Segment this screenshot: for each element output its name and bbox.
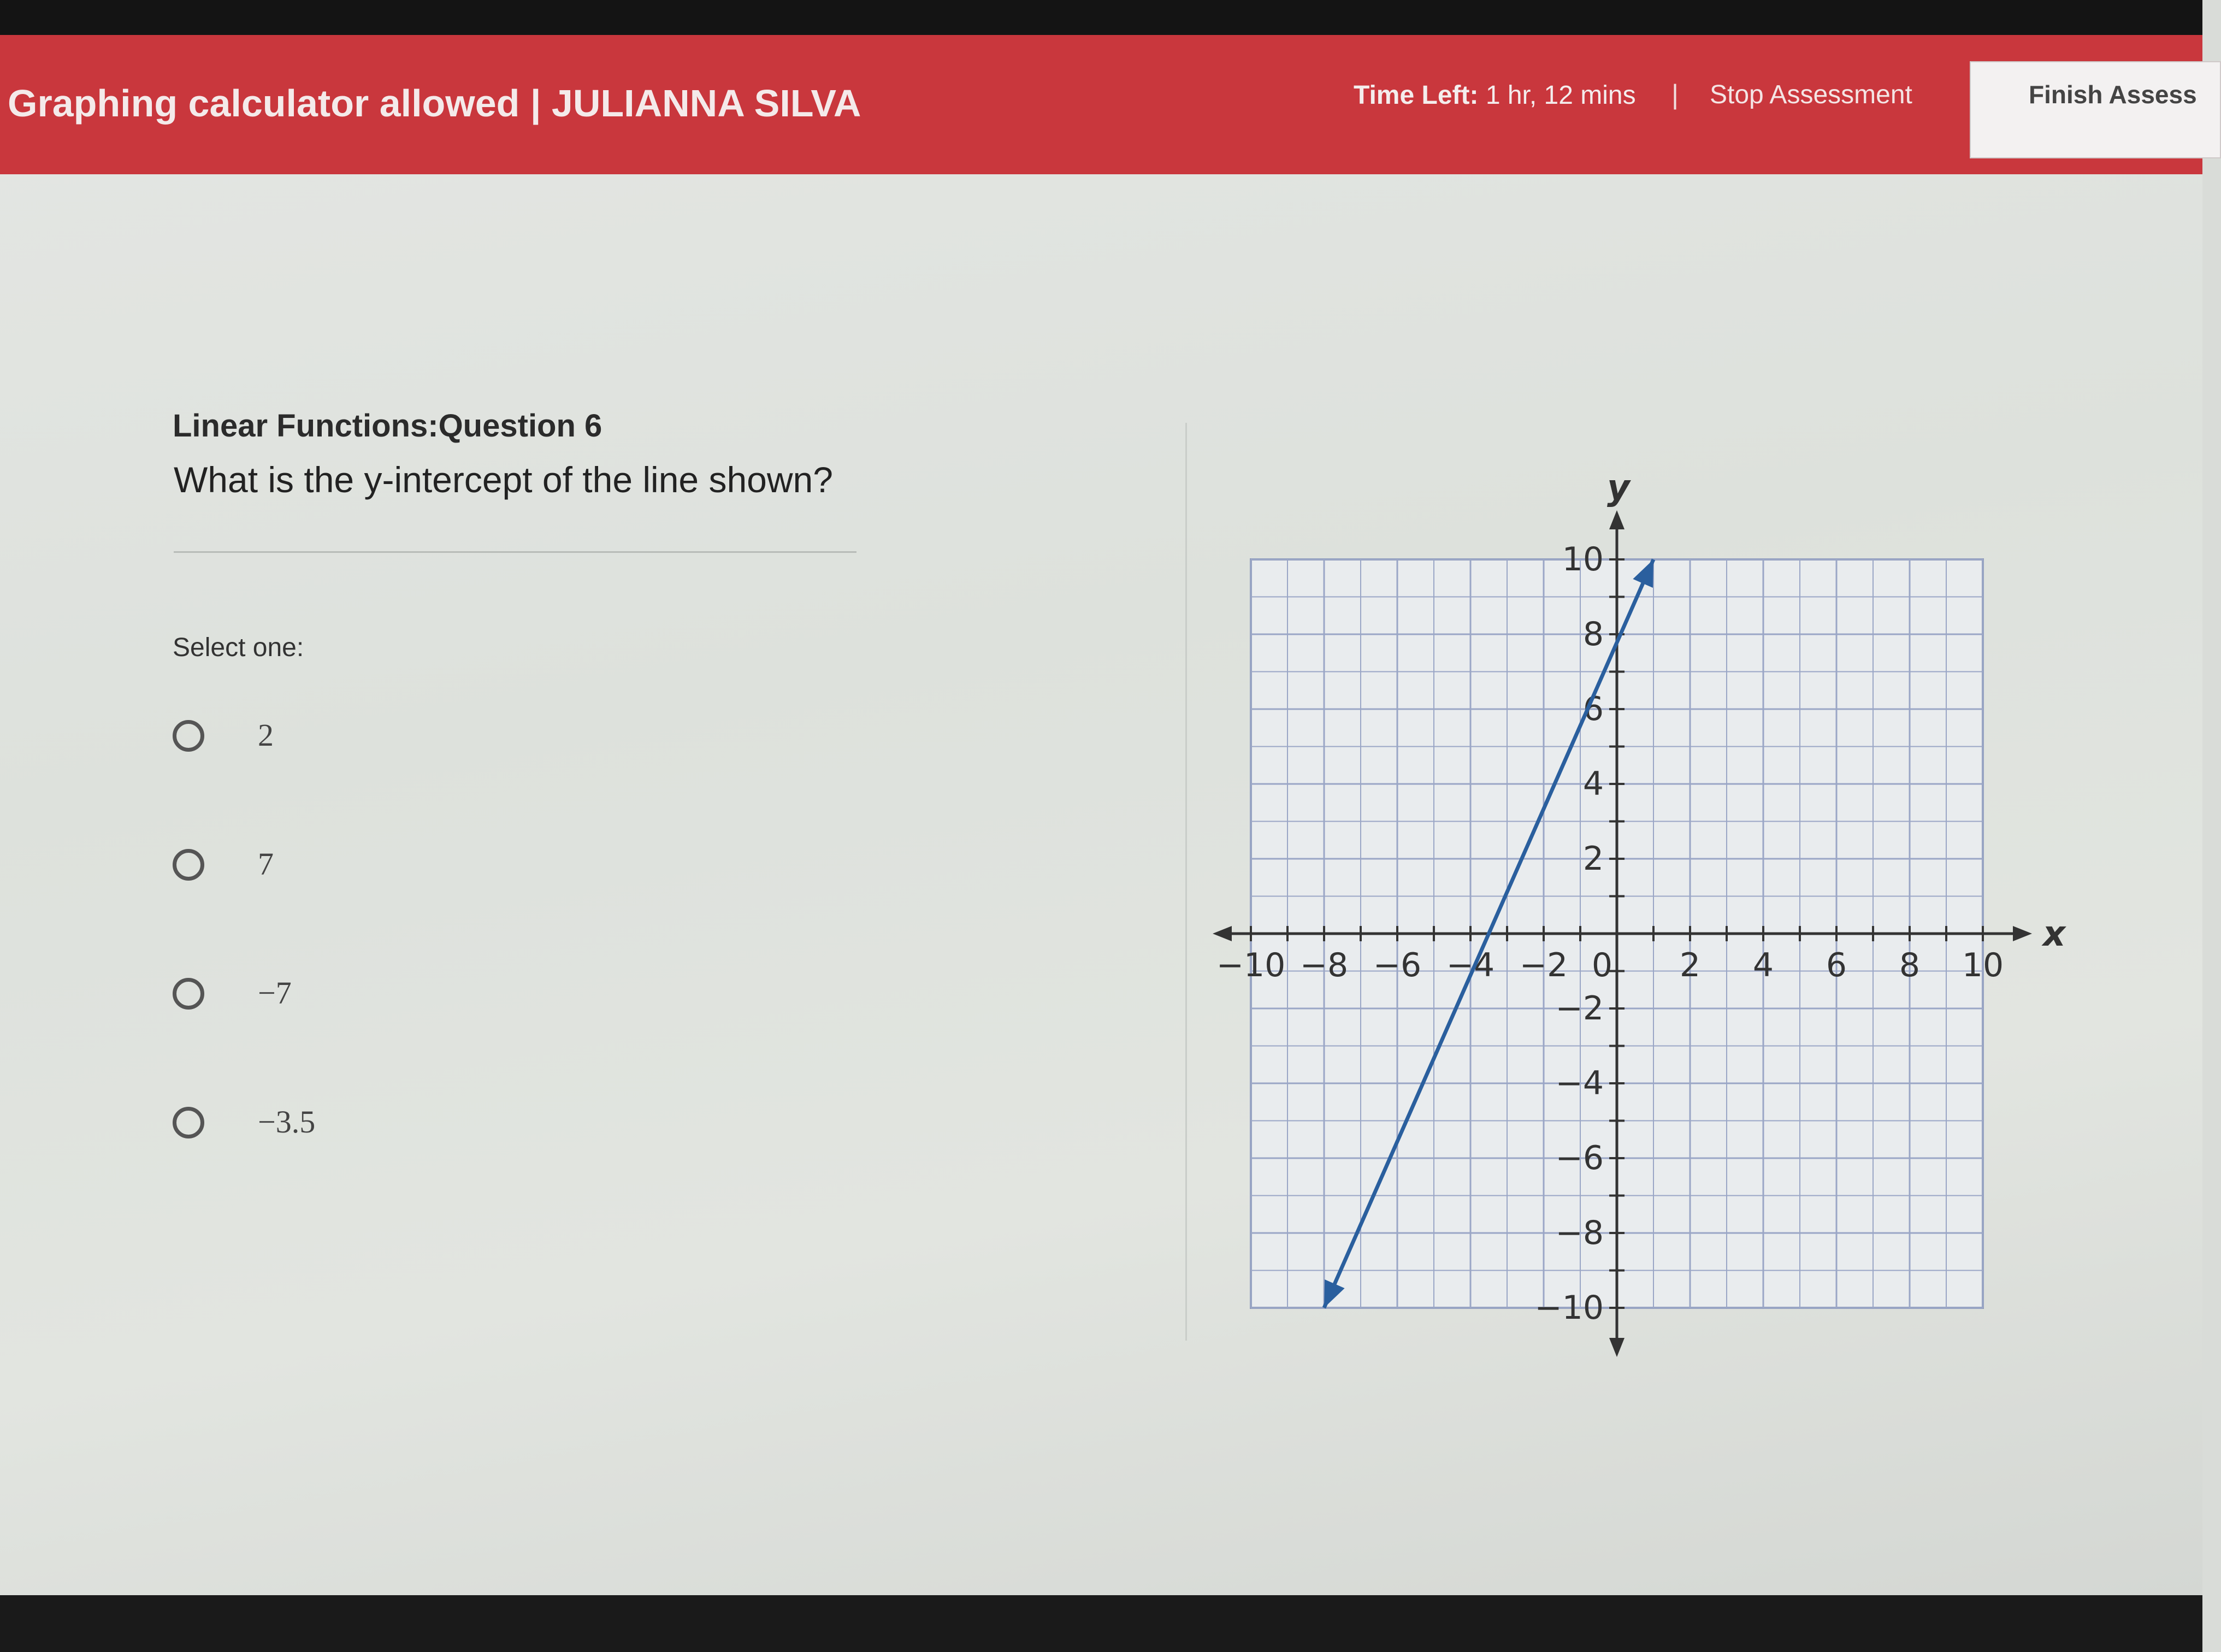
question-heading: Linear Functions:Question 6 xyxy=(173,408,602,444)
y-tick-label: 2 xyxy=(1582,840,1604,878)
finish-assessment-button[interactable]: Finish Assess xyxy=(1970,61,2221,158)
y-tick-label: −10 xyxy=(1534,1289,1604,1327)
y-tick-label: 6 xyxy=(1582,690,1604,728)
answer-option-label: −7 xyxy=(258,975,292,1011)
y-tick-label: −4 xyxy=(1555,1064,1604,1102)
y-tick-label: −6 xyxy=(1555,1139,1604,1177)
radio-button[interactable] xyxy=(173,849,204,881)
time-left xyxy=(1354,80,1636,110)
radio-button[interactable] xyxy=(173,1107,204,1138)
stop-assessment-link[interactable]: Stop Assessment xyxy=(1710,80,1912,109)
time-left-label: Time Left: xyxy=(1354,81,1479,110)
radio-button[interactable] xyxy=(173,978,204,1010)
y-tick-label: −2 xyxy=(1555,989,1604,1028)
answer-option-label: 7 xyxy=(258,846,274,882)
y-axis-arrow-down xyxy=(1609,1338,1625,1357)
y-axis-label: y xyxy=(1607,468,1630,508)
y-tick-label: 4 xyxy=(1582,765,1604,803)
radio-button[interactable] xyxy=(173,720,204,752)
question-text: What is the y-intercept of the line shown? xyxy=(174,459,833,500)
answer-option[interactable] xyxy=(173,717,555,764)
monitor-bezel-top xyxy=(0,0,2202,35)
x-tick-label: −2 xyxy=(1519,946,1568,984)
x-tick-label: 8 xyxy=(1899,946,1921,984)
x-tick-label: −8 xyxy=(1299,946,1349,984)
y-tick-label: −8 xyxy=(1555,1214,1604,1252)
header-separator: | xyxy=(1671,79,1679,110)
y-tick-label: 8 xyxy=(1582,615,1604,653)
x-tick-label: 2 xyxy=(1679,946,1701,984)
graph-svg xyxy=(1216,450,2152,1390)
monitor-bezel-bottom xyxy=(0,1595,2202,1652)
answer-option[interactable] xyxy=(173,846,555,893)
assessment-screen xyxy=(0,35,2202,1595)
x-tick-label: −4 xyxy=(1446,946,1495,984)
answer-option[interactable] xyxy=(173,1104,555,1150)
time-left-value: 1 hr, 12 mins xyxy=(1485,81,1636,110)
select-prompt: Select one: xyxy=(173,633,304,662)
x-tick-label: 6 xyxy=(1826,946,1847,984)
x-tick-label: 4 xyxy=(1752,946,1774,984)
header-title: Graphing calculator allowed | JULIANNA SILVA xyxy=(8,82,861,125)
coordinate-graph xyxy=(1216,450,2152,1393)
answer-option-label: −3.5 xyxy=(258,1104,316,1140)
answer-option[interactable] xyxy=(173,975,555,1022)
x-axis-label: x xyxy=(2043,914,2066,954)
x-tick-label: 0 xyxy=(1591,946,1612,984)
question-divider xyxy=(174,551,856,553)
x-axis-arrow-right xyxy=(2013,926,2032,941)
x-axis-arrow-left xyxy=(1213,926,1232,941)
answer-option-label: 2 xyxy=(258,717,274,753)
x-tick-label: −10 xyxy=(1216,946,1286,984)
panel-divider xyxy=(1185,423,1187,1341)
assessment-header xyxy=(0,35,2202,174)
y-tick-label: 10 xyxy=(1562,540,1604,579)
x-tick-label: −6 xyxy=(1373,946,1422,984)
y-axis-arrow-up xyxy=(1609,510,1625,529)
x-tick-label: 10 xyxy=(1962,946,2004,984)
